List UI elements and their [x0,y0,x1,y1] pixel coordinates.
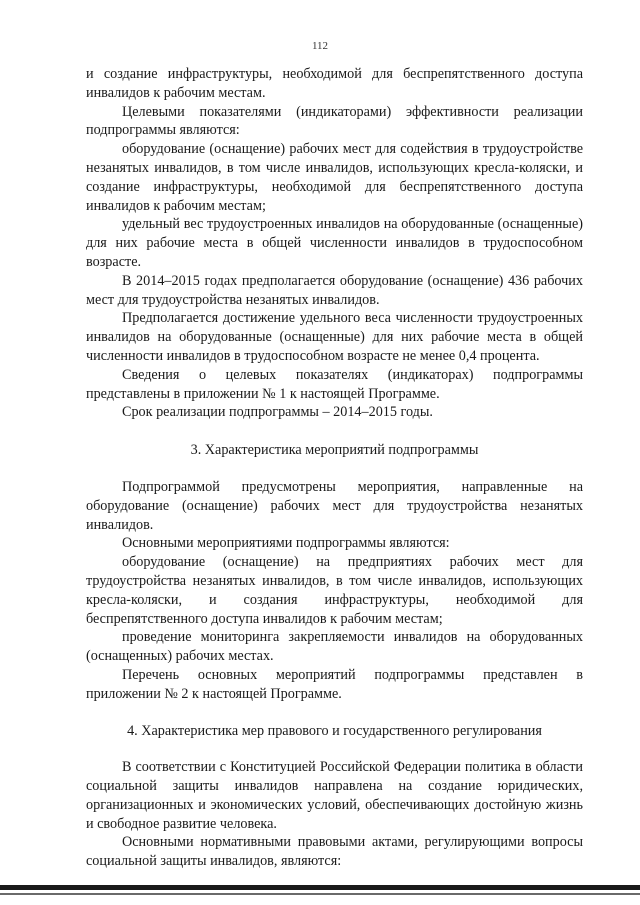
paragraph: Срок реализации подпрограммы – 2014–2015 годы. [122,404,433,421]
paragraph: Целевыми показателями (индикаторами) эффективности реализации подпрограммы являются: [86,103,583,139]
scan-edge-bar [0,885,640,890]
section-heading: 3. Характеристика мероприятий подпрограммы [190,442,479,459]
section-heading: 4. Характеристика мер правового и государственного регулирования [127,722,542,739]
paragraph: Основными мероприятиями подпрограммы являются: [122,535,450,552]
paragraph: Сведения о целевых показателях (индикаторах) подпрограммы представлены в приложении № 1 к настоящей Программе. [86,366,583,402]
paragraph: Подпрограммой предусмотрены мероприятия, направленные на оборудование (оснащение) рабочих мест для трудоустройства незанятых инвалидов. [86,478,583,533]
document-body [86,65,583,871]
page-number: 112 [311,40,329,52]
paragraph: удельный вес трудоустроенных инвалидов на оборудованные (оснащенные) для них рабочие места в общей численности инвалидов в трудоспособном возрасте. [86,216,583,270]
paragraph: проведение мониторинга закрепляемости инвалидов на оборудованных (оснащенных) рабочих местах. [86,629,583,665]
paragraph: Предполагается достижение удельного веса численности трудоустроенных инвалидов на оборудованные (оснащенные) для них рабочие места в общей численности инвалидов в трудоспособном возрасте не менее 0,4 процента. [86,310,583,364]
paragraph: и создание инфраструктуры, необходимой для беспрепятственного доступа инвалидов к рабочим местам. [86,66,583,101]
paragraph: В соответствии с Конституцией Российской Федерации политика в области социальной защиты инвалидов направлена на создание юридических, организационных и экономических условий, обеспечивающих достойную жизнь и свободное развитие человека. [86,759,583,832]
paragraph: Перечень основных мероприятий подпрограммы представлен в приложении № 2 к настоящей Программе. [86,666,583,702]
paragraph: оборудование (оснащение) на предприятиях рабочих мест для трудоустройства незанятых инвалидов, в том числе инвалидов, использующих кресла-коляски, и создания инфраструктуры, необходимой для беспрепятственного доступа инвалидов к рабочим местам; [86,554,583,627]
paragraph: Основными нормативными правовыми актами, регулирующими вопросы социальной защиты инвалидов, являются: [86,834,583,870]
paragraph: оборудование (оснащение) рабочих мест для содействия в трудоустройстве незанятых инвалидов, в том числе инвалидов, использующих кресла-коляски, и создание инфраструктуры, необходимой для беспрепятственного доступа инвалидов к рабочим местам; [86,141,583,214]
scan-edge-bar [0,893,640,895]
paragraph: В 2014–2015 годах предполагается оборудование (оснащение) 436 рабочих мест для трудоустройства незанятых инвалидов. [86,272,583,308]
